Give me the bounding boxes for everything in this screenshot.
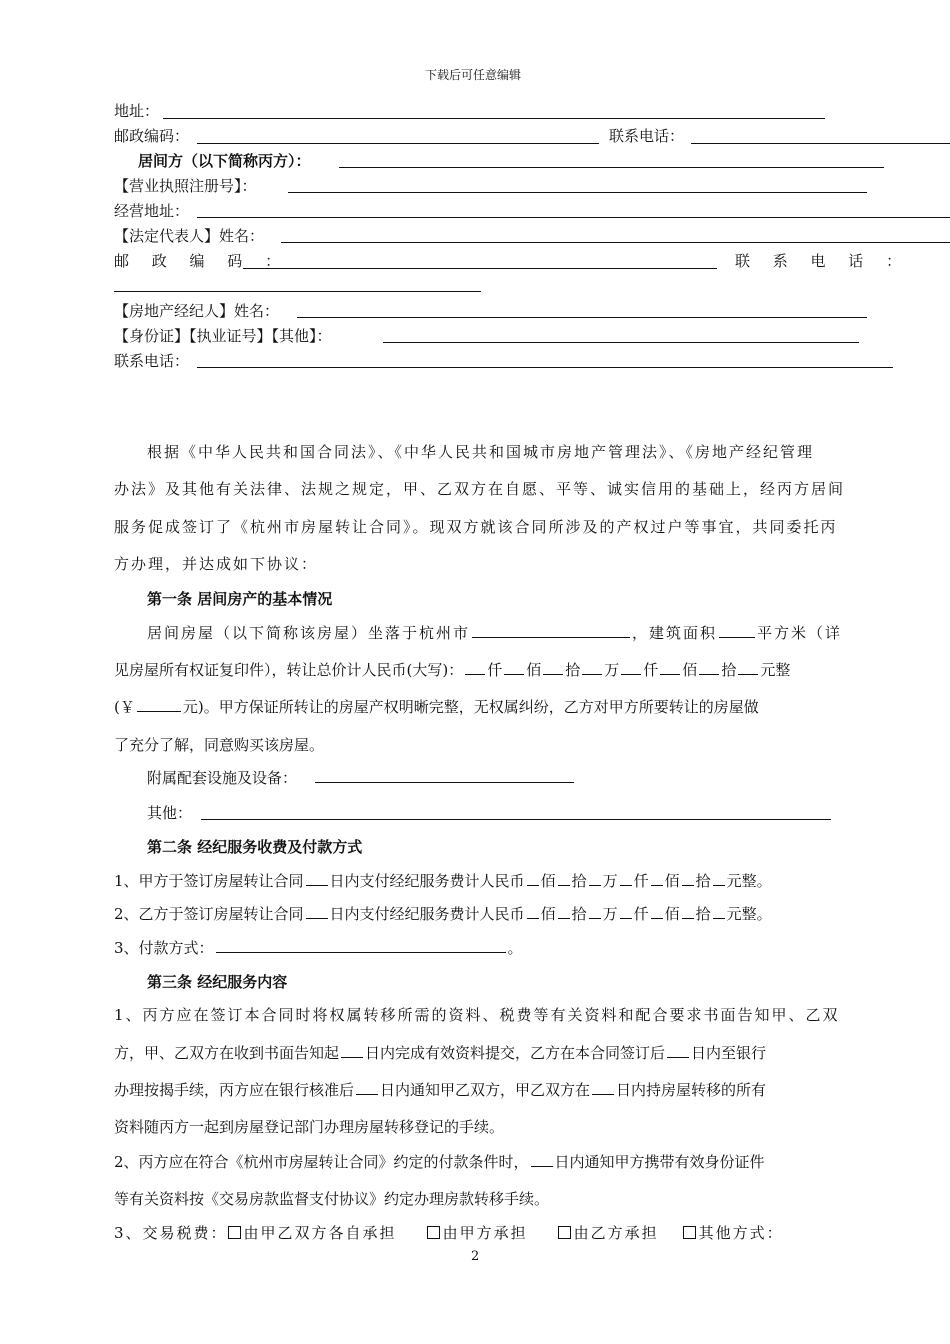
facilities-line[interactable] (315, 782, 574, 783)
other-line[interactable] (201, 819, 831, 820)
header-note: 下载后可任意编辑 (425, 68, 522, 82)
fee-blank[interactable] (713, 884, 725, 886)
fee-blank[interactable] (589, 884, 601, 886)
article-2-text: 日内支付经纪服务费计人民币 (329, 872, 525, 890)
article-2-line-2 (114, 903, 772, 924)
unit-text: 仟 (487, 661, 503, 679)
article-1-text: 居间房屋（以下简称该房屋）坐落于杭州市 (147, 624, 471, 642)
phone3-line[interactable] (197, 367, 893, 368)
unit-text: 仟 (633, 872, 649, 890)
article-2-text: 。 (507, 939, 523, 957)
tax-option-3[interactable] (558, 1224, 659, 1242)
article-2-title: 第二条 经纪服务收费及付款方式 (147, 838, 363, 856)
amount-blank[interactable] (543, 673, 563, 675)
address-label: 地址： (114, 102, 160, 120)
unit-text: 元整 (760, 661, 791, 679)
intermediary-line[interactable] (339, 167, 884, 168)
days-blank[interactable] (356, 1093, 378, 1095)
phone2-label: 联 系 电 话 ： (735, 252, 911, 270)
phone-label: 联系电话： (609, 127, 685, 145)
amount-blank[interactable] (465, 673, 485, 675)
other-label: 其他： (147, 804, 193, 822)
article-1-text: (￥ (114, 698, 135, 716)
unit-text: 佰 (540, 872, 556, 890)
postcode2-label: 邮 政 编 码 ： (114, 252, 290, 270)
article-1-text: 平方米（详 (757, 624, 843, 642)
article-1-line-3 (114, 696, 759, 717)
unit-text: 佰 (540, 905, 556, 923)
unit-text: 万 (602, 905, 618, 923)
unit-text: 拾 (571, 872, 587, 890)
tax-label: 3、交易税费： (114, 1224, 228, 1242)
article-2-text: 1、甲方于签订房屋转让合同 (114, 872, 304, 890)
article-1-title: 第一条 居间房产的基本情况 (147, 590, 333, 608)
article-1-line-4: 了充分了解，同意购买该房屋。 (114, 736, 325, 754)
fee-blank[interactable] (651, 884, 663, 886)
payment-method-label: 3、付款方式： (114, 939, 214, 957)
fee-blank[interactable] (620, 917, 632, 919)
postcode2-line[interactable] (243, 268, 717, 269)
article-3-text: 日内通知甲方携带有效身份证件 (554, 1153, 765, 1171)
fee-blank[interactable] (620, 884, 632, 886)
area-blank[interactable] (719, 636, 755, 638)
unit-text: 佰 (682, 661, 698, 679)
tax-line (114, 1222, 784, 1243)
tax-option-1[interactable] (228, 1224, 397, 1242)
page-number: 2 (471, 1249, 480, 1264)
unit-text: 仟 (633, 905, 649, 923)
tax-option-label: 由甲方承担 (442, 1224, 528, 1242)
tax-option-4[interactable] (683, 1224, 784, 1242)
article-3-line-3 (114, 1079, 766, 1100)
fee-blank[interactable] (682, 917, 694, 919)
legal-rep-label: 【法定代表人】姓名： (114, 227, 265, 245)
postcode-line[interactable] (197, 143, 599, 144)
article-3-text: 日内至银行 (691, 1044, 767, 1062)
unit-text: 拾 (565, 661, 581, 679)
id-label: 【身份证】【执业证号】【其他】： (114, 327, 332, 345)
days-blank[interactable] (592, 1093, 614, 1095)
unit-text: 佰 (664, 872, 680, 890)
fee-blank[interactable] (682, 884, 694, 886)
postcode-label: 邮政编码： (114, 127, 190, 145)
unit-text: 佰 (526, 661, 542, 679)
article-3-line-4: 资料随丙方一起到房屋登记部门办理房屋转移登记的手续。 (114, 1118, 505, 1136)
tax-option-label: 其他方式： (698, 1224, 784, 1242)
checkbox-icon[interactable] (228, 1226, 241, 1239)
days-blank[interactable] (306, 917, 328, 919)
days-blank[interactable] (306, 884, 328, 886)
fee-blank[interactable] (651, 917, 663, 919)
article-3-line-5 (114, 1151, 765, 1172)
amount-blank[interactable] (699, 673, 719, 675)
checkbox-icon[interactable] (558, 1226, 571, 1239)
yuan-blank[interactable] (137, 710, 181, 712)
facilities-label: 附属配套设施及设备： (147, 769, 298, 787)
article-1-text: 元)。甲方保证所转让的房屋产权明晰完整，无权属纠纷，乙方对甲方所要转让的房屋做 (182, 698, 759, 716)
fee-blank[interactable] (713, 917, 725, 919)
phone-line[interactable] (691, 143, 950, 144)
address-line[interactable] (163, 118, 825, 119)
unit-text: 仟 (643, 661, 659, 679)
amount-blank[interactable] (660, 673, 680, 675)
intermediary-label: 居间方（以下简称丙方）： (138, 152, 311, 170)
days-blank[interactable] (667, 1056, 689, 1058)
business-address-line[interactable] (197, 217, 950, 218)
unit-text: 拾 (571, 905, 587, 923)
article-3-line-1: 1、丙方应在签订本合同时将权属转移所需的资料、税费等有关资料和配合要求书面告知甲、乙双 (114, 1006, 840, 1024)
article-1-line-1 (147, 622, 842, 643)
amount-blank[interactable] (738, 673, 758, 675)
article-3-line-2 (114, 1042, 766, 1063)
article-2-line-1 (114, 870, 772, 891)
fee-blank[interactable] (527, 884, 539, 886)
article-3-text: 日内持房屋转移的所有 (616, 1081, 767, 1099)
unit-text: 万 (604, 661, 620, 679)
unit-text: 拾 (721, 661, 737, 679)
article-3-text: 日内完成有效资料提交，乙方在本合同签订后 (365, 1044, 666, 1062)
unit-text: 元整。 (726, 872, 772, 890)
article-3-text: 办理按揭手续，丙方应在银行核准后 (114, 1081, 355, 1099)
days-blank[interactable] (531, 1165, 553, 1167)
article-3-line-6: 等有关资料按《交易房款监督支付协议》约定办理房款转移手续。 (114, 1190, 550, 1208)
article-3-title: 第三条 经纪服务内容 (147, 973, 288, 991)
unit-text: 元整。 (726, 905, 772, 923)
tax-option-2[interactable] (427, 1224, 528, 1242)
agent-line[interactable] (297, 317, 867, 318)
phone2-line[interactable] (114, 291, 481, 292)
tax-option-label: 由甲乙双方各自承担 (243, 1224, 397, 1242)
amount-blank[interactable] (582, 673, 602, 675)
article-2-line-3 (114, 937, 523, 958)
license-label: 【营业执照注册号】： (114, 177, 257, 195)
fee-blank[interactable] (527, 917, 539, 919)
phone3-label: 联系电话： (114, 352, 190, 370)
article-3-text: 方，甲、乙双方在收到书面告知起 (114, 1044, 340, 1062)
article-1-line-2 (114, 659, 790, 680)
id-line[interactable] (383, 342, 859, 343)
amount-blank[interactable] (504, 673, 524, 675)
intro-line-2: 办法》及其他有关法律、法规之规定，甲、乙双方在自愿、平等、诚实信用的基础上，经丙方居间 (114, 480, 846, 498)
fee-blank[interactable] (589, 917, 601, 919)
unit-text: 佰 (664, 905, 680, 923)
intro-line-3: 服务促成签订了《杭州市房屋转让合同》。现双方就该合同所涉及的产权过户等事宜，共同委托丙 (114, 518, 838, 536)
article-1-text: 见房屋所有权证复印件），转让总价计人民币(大写)： (114, 661, 464, 679)
article-1-text: ，建筑面积 (632, 624, 718, 642)
license-line[interactable] (288, 192, 867, 193)
legal-rep-line[interactable] (281, 242, 950, 243)
agent-label: 【房地产经纪人】姓名： (114, 302, 280, 320)
unit-text: 拾 (695, 872, 711, 890)
amount-blank[interactable] (621, 673, 641, 675)
article-3-text: 2、丙方应在符合《杭州市房屋转让合同》约定的付款条件时， (114, 1153, 529, 1171)
intro-line-1: 根据《中华人民共和国合同法》、《中华人民共和国城市房地产管理法》、《房地产经纪管理 (147, 443, 815, 461)
tax-option-label: 由乙方承担 (573, 1224, 659, 1242)
article-2-text: 日内支付经纪服务费计人民币 (329, 905, 525, 923)
article-2-text: 2、乙方于签订房屋转让合同 (114, 905, 304, 923)
unit-text: 万 (602, 872, 618, 890)
unit-text: 拾 (695, 905, 711, 923)
business-address-label: 经营地址： (114, 202, 190, 220)
location-blank[interactable] (472, 636, 630, 638)
payment-method-blank[interactable] (216, 951, 506, 953)
checkbox-icon[interactable] (427, 1226, 440, 1239)
days-blank[interactable] (341, 1056, 363, 1058)
intro-line-4: 方办理，并达成如下协议： (114, 555, 319, 573)
fee-blank[interactable] (558, 917, 570, 919)
checkbox-icon[interactable] (683, 1226, 696, 1239)
article-3-text: 日内通知甲乙双方，甲乙双方在 (380, 1081, 591, 1099)
fee-blank[interactable] (558, 884, 570, 886)
